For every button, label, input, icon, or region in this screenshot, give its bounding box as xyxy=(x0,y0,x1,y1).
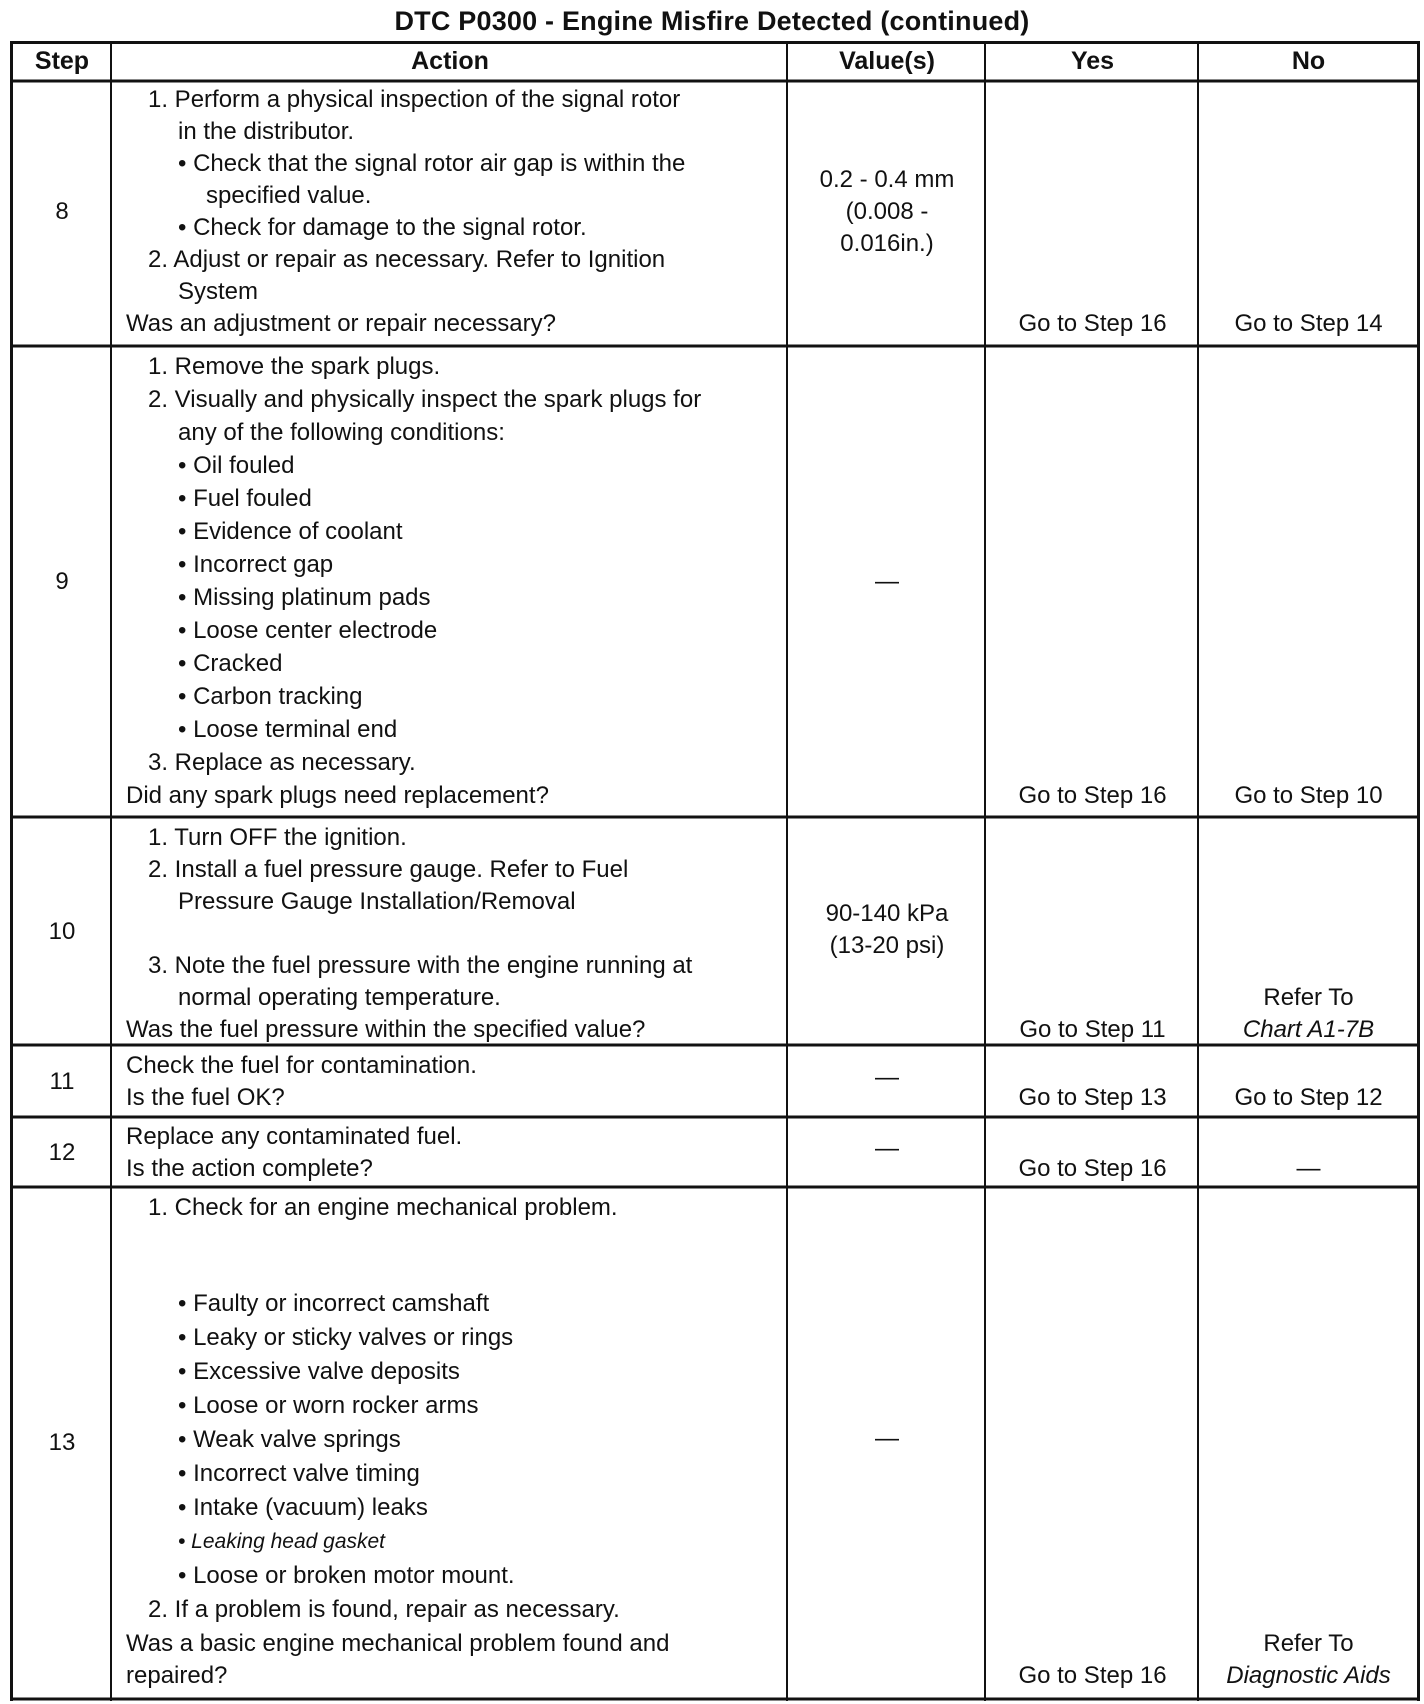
action-line: Check the fuel for contamination. xyxy=(126,1052,477,1079)
step-number: 8 xyxy=(55,198,69,225)
action-line: • Leaky or sticky valves or rings xyxy=(178,1324,514,1351)
header-values: Value(s) xyxy=(839,47,935,75)
action-line: • Leaking head gasket xyxy=(178,1530,386,1553)
header-no: No xyxy=(1291,47,1326,75)
action-line: 1. Check for an engine mechanical problem. xyxy=(148,1194,618,1221)
action-line: • Loose or broken motor mount. xyxy=(178,1562,515,1589)
action-line: • Weak valve springs xyxy=(178,1426,401,1453)
action-question: Is the fuel OK? xyxy=(126,1084,285,1111)
action-question: Was a basic engine mechanical problem found and xyxy=(126,1630,670,1657)
action-line: • Intake (vacuum) leaks xyxy=(178,1494,428,1521)
yes-link[interactable]: Go to Step 16 xyxy=(1018,1155,1167,1182)
action-line: • Incorrect gap xyxy=(178,551,334,578)
action-line: specified value. xyxy=(206,182,372,209)
action-line: 3. Replace as necessary. xyxy=(148,749,416,776)
action-line: • Oil fouled xyxy=(178,452,295,479)
action-line: 2. Install a fuel pressure gauge. Refer to Fuel xyxy=(148,856,629,883)
action-line: 1. Perform a physical inspection of the signal rotor xyxy=(148,86,681,113)
value-line: 0.2 - 0.4 mm xyxy=(819,166,955,193)
action-line: • Loose terminal end xyxy=(178,716,398,743)
value-line: — xyxy=(875,1064,899,1091)
value-line: — xyxy=(875,1135,899,1162)
diagnostic-table xyxy=(10,41,1420,1701)
step-number: 11 xyxy=(49,1068,75,1095)
yes-link[interactable]: Go to Step 11 xyxy=(1019,1016,1166,1043)
action-question: Did any spark plugs need replacement? xyxy=(126,782,549,809)
action-question: repaired? xyxy=(126,1662,228,1689)
step-number: 13 xyxy=(48,1429,76,1456)
no-link-chart[interactable]: Chart A1-7B xyxy=(1242,1016,1375,1043)
value-line: 90-140 kPa xyxy=(825,900,949,927)
yes-link[interactable]: Go to Step 13 xyxy=(1018,1084,1167,1111)
no-dash: — xyxy=(1296,1155,1321,1182)
action-line: • Check that the signal rotor air gap is within the xyxy=(178,150,686,177)
no-link[interactable]: Refer To xyxy=(1263,984,1354,1011)
action-line: • Missing platinum pads xyxy=(178,584,431,611)
action-line: 3. Note the fuel pressure with the engine running at xyxy=(148,952,693,979)
header-step: Step xyxy=(34,47,90,75)
action-line: • Evidence of coolant xyxy=(178,518,403,545)
action-line: Replace any contaminated fuel. xyxy=(126,1123,463,1150)
step-number: 10 xyxy=(48,918,76,945)
header-action: Action xyxy=(411,47,489,75)
action-question: Was an adjustment or repair necessary? xyxy=(126,310,556,337)
yes-link[interactable]: Go to Step 16 xyxy=(1018,782,1167,809)
action-line: in the distributor. xyxy=(178,118,355,145)
action-line: • Excessive valve deposits xyxy=(178,1358,460,1385)
yes-link[interactable]: Go to Step 16 xyxy=(1018,310,1167,337)
action-line: • Fuel fouled xyxy=(178,485,312,512)
action-question: Was the fuel pressure within the specified value? xyxy=(126,1016,646,1043)
action-line: • Carbon tracking xyxy=(178,683,363,710)
step-number: 12 xyxy=(48,1139,76,1166)
action-line: • Loose center electrode xyxy=(178,617,438,644)
action-line: System xyxy=(178,278,259,305)
action-line: • Check for damage to the signal rotor. xyxy=(178,214,587,241)
value-line: (13-20 psi) xyxy=(829,932,945,959)
action-line: normal operating temperature. xyxy=(178,984,501,1011)
no-link[interactable]: Go to Step 12 xyxy=(1234,1084,1383,1111)
action-line: any of the following conditions: xyxy=(178,419,505,446)
value-line: — xyxy=(875,568,899,595)
step-number: 9 xyxy=(55,568,69,595)
no-link[interactable]: Go to Step 14 xyxy=(1234,310,1383,337)
header-yes: Yes xyxy=(1070,47,1115,75)
action-line: 1. Turn OFF the ignition. xyxy=(148,824,407,851)
action-line: • Loose or worn rocker arms xyxy=(178,1392,479,1419)
page-title: DTC P0300 - Engine Misfire Detected (continued) xyxy=(394,6,1030,36)
action-line: 2. If a problem is found, repair as necessary. xyxy=(148,1596,620,1623)
value-line: (0.008 - xyxy=(845,198,929,225)
no-link-diagnostic-aids[interactable]: Diagnostic Aids xyxy=(1226,1662,1391,1689)
value-line: — xyxy=(875,1425,899,1452)
action-line: 1. Remove the spark plugs. xyxy=(148,353,441,380)
action-line: 2. Visually and physically inspect the spark plugs for xyxy=(148,386,702,413)
no-link[interactable]: Go to Step 10 xyxy=(1234,782,1383,809)
action-line: • Incorrect valve timing xyxy=(178,1460,420,1487)
action-line: Pressure Gauge Installation/Removal xyxy=(178,888,576,915)
value-line: 0.016in.) xyxy=(840,230,934,257)
yes-link[interactable]: Go to Step 16 xyxy=(1018,1662,1167,1689)
action-question: Is the action complete? xyxy=(126,1155,373,1182)
action-line: 2. Adjust or repair as necessary. Refer to Ignition xyxy=(148,246,666,273)
no-link[interactable]: Refer To xyxy=(1263,1630,1354,1657)
action-line: • Faulty or incorrect camshaft xyxy=(178,1290,490,1317)
action-line: • Cracked xyxy=(178,650,283,677)
